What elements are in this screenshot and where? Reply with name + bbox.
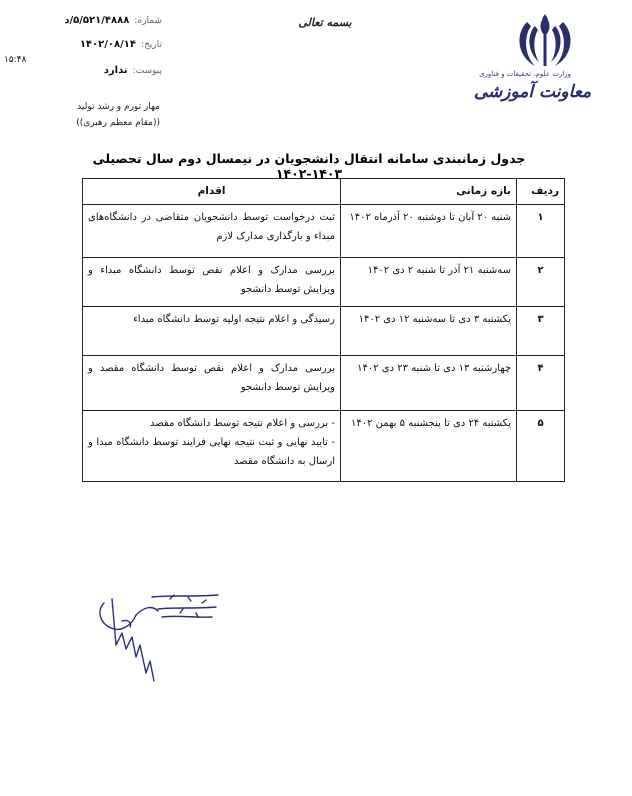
row-action: بررسی مدارک و اعلام نقص توسط دانشگاه مبداء و ویرایش توسط دانشجو bbox=[83, 258, 341, 307]
row-number: ۱ bbox=[517, 205, 565, 258]
row-action: رسیدگی و اعلام نتیجه اولیه توسط دانشگاه مبداء bbox=[83, 307, 341, 356]
deputy-name: معاونت آموزشی bbox=[473, 82, 592, 102]
iran-emblem-icon bbox=[505, 12, 585, 72]
row-number: ۴ bbox=[517, 356, 565, 411]
letter-number-row bbox=[62, 8, 162, 27]
row-action-line-1: - بررسی و اعلام نتیجه توسط دانشگاه مقصد bbox=[150, 418, 335, 429]
row-period: چهارشنبه ۱۳ دی تا شنبه ۲۳ دی ۱۴۰۲ bbox=[341, 356, 517, 411]
row-action: بررسی مدارک و اعلام نقص توسط دانشگاه مقصد و ویرایش توسط دانشجو bbox=[83, 356, 341, 411]
row-action bbox=[83, 411, 341, 482]
motto-line-1: مهار تورم و رشد تولید bbox=[77, 102, 160, 112]
table-row bbox=[83, 411, 565, 482]
table-row bbox=[83, 356, 565, 411]
header-period: بازه زمانی bbox=[341, 179, 517, 205]
row-period: یکشنبه ۳ دی تا سه‌شنبه ۱۲ دی ۱۴۰۲ bbox=[341, 307, 517, 356]
row-period: شنبه ۲۰ آبان تا دوشنبه ۲۰ آذرماه ۱۴۰۲ bbox=[341, 205, 517, 258]
row-number: ۲ bbox=[517, 258, 565, 307]
header-row-number: ردیف bbox=[517, 179, 565, 205]
row-period: یکشنبه ۲۴ دی تا پنجشنبه ۵ بهمن ۱۴۰۲ bbox=[341, 411, 517, 482]
motto-line-2: ((مقام معظم رهبری)) bbox=[76, 118, 160, 128]
date-label: تاریخ: bbox=[141, 40, 162, 50]
row-action: ثبت درخواست توسط دانشجویان متقاضی در دانشگاه‌های مبداء و بارگذاری مدارک لازم bbox=[83, 205, 341, 258]
table-row bbox=[83, 258, 565, 307]
number-label: شماره: bbox=[134, 16, 162, 26]
motto bbox=[40, 99, 160, 131]
date-value: ۱۴۰۲/۰۸/۱۴ bbox=[79, 39, 136, 50]
header-action: اقدام bbox=[83, 179, 341, 205]
number-value: ۵/۵۲۱/۴۸۸۸/د bbox=[64, 15, 130, 26]
table-header-row bbox=[83, 179, 565, 205]
table-row bbox=[83, 205, 565, 258]
bismillah-heading: بسمه تعالی bbox=[298, 16, 352, 29]
letter-date-row bbox=[62, 32, 162, 51]
document-title: جدول زمانبندی سامانه انتقال دانشجویان در نیمسال دوم سال تحصیلی ۱۴۰۳-۱۴۰۲ bbox=[92, 151, 526, 181]
table-row bbox=[83, 307, 565, 356]
row-period: سه‌شنبه ۲۱ آذر تا شنبه ۲ دی ۱۴۰۲ bbox=[341, 258, 517, 307]
row-number: ۳ bbox=[517, 307, 565, 356]
letter-attachment-row bbox=[62, 58, 162, 77]
handwritten-signature-icon bbox=[92, 585, 242, 705]
attachment-label: پیوست: bbox=[132, 66, 162, 76]
schedule-table bbox=[82, 178, 565, 482]
row-action-line-2: - تایید نهایی و ثبت نتیجه نهایی فرایند توسط دانشگاه مبدا و ارسال به دانشگاه مقصد bbox=[88, 437, 335, 467]
attachment-value: ندارد bbox=[103, 65, 128, 76]
ministry-name: وزارت علوم، تحقیقات و فناوری bbox=[479, 70, 571, 78]
row-number: ۵ bbox=[517, 411, 565, 482]
timestamp: ۱۵:۴۸ bbox=[4, 55, 27, 65]
